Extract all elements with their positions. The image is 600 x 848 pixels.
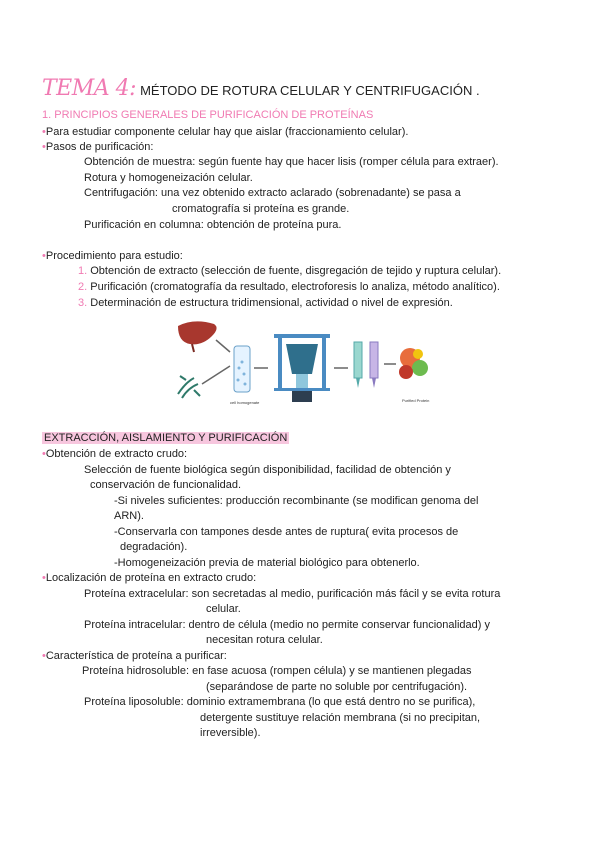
- list-item: [42, 141, 153, 154]
- list-item: [42, 650, 227, 663]
- list-item: -Conservarla con tampones desde antes de ruptura( evita procesos de: [114, 526, 459, 538]
- list-item: necesitan rotura celular.: [206, 634, 323, 646]
- protein-structure-illustration: [399, 348, 428, 379]
- step-item: [78, 281, 500, 294]
- line-text: Pasos de purificación:: [45, 141, 154, 153]
- step-number: 2.: [78, 281, 88, 293]
- homogenate-label: cell homogenate: [230, 400, 260, 405]
- list-item: Proteína liposoluble: dominio extramembrana (lo que está dentro no se purifica),: [84, 696, 476, 708]
- step-text: Determinación de estructura tridimensional, actividad o nivel de expresión.: [90, 297, 453, 309]
- bullet-icon: •: [42, 448, 46, 460]
- list-item: [42, 448, 187, 461]
- list-item: Centrifugación: una vez obtenido extracto aclarado (sobrenadante) se pasa a: [84, 187, 461, 199]
- list-item: [42, 250, 183, 263]
- step-number: 3.: [78, 297, 88, 309]
- step-number: 1.: [78, 265, 88, 277]
- page-title: [42, 76, 480, 101]
- title-text: MÉTODO DE ROTURA CELULAR Y CENTRIFUGACIÓN .: [140, 83, 480, 98]
- list-item: Proteína hidrosoluble: en fase acuosa (rompen célula) y se mantienen plegadas: [82, 665, 472, 677]
- purification-diagram: [172, 318, 436, 410]
- bullet-icon: •: [42, 126, 46, 138]
- section1-heading-text: 1. PRINCIPIOS GENERALES DE PURIFICACIÓN DE PROTEÍNAS: [42, 109, 374, 121]
- list-item: Purificación en columna: obtención de proteína pura.: [84, 219, 342, 231]
- list-item: cromatografía si proteína es grande.: [172, 203, 350, 215]
- line-text: Localización de proteína en extracto crudo:: [45, 572, 257, 584]
- list-item: Proteína extracelular: son secretadas al medio, purificación más fácil y se evita rotura: [84, 588, 501, 600]
- line-text: Procedimiento para estudio:: [45, 250, 183, 262]
- purified-protein-label: Purified Protein: [402, 398, 430, 403]
- step-text: Purificación (cromatografía da resultado, electroforesis lo analiza, método analítico).: [90, 281, 500, 293]
- section2-heading: [42, 432, 289, 445]
- list-item: celular.: [206, 603, 241, 615]
- list-item: -Si niveles suficientes: producción recombinante (se modifican genoma del: [114, 495, 479, 507]
- step-item: [78, 265, 501, 278]
- step-text: Obtención de extracto (selección de fuente, disgregación de tejido y ruptura celular).: [90, 265, 502, 277]
- tema-label: TEMA 4:: [42, 76, 137, 101]
- list-item: Proteína intracelular: dentro de célula (medio no permite conservar funcionalidad) y: [84, 619, 490, 631]
- list-item: detergente sustituye relación membrana (si no precipitan,: [200, 712, 481, 724]
- bullet-icon: •: [42, 141, 46, 153]
- line-text: Característica de proteína a purificar:: [45, 650, 227, 662]
- bullet-icon: •: [42, 250, 46, 262]
- list-item: Rotura y homogeneización celular.: [84, 172, 253, 184]
- list-item: [42, 572, 256, 585]
- test-tube: [234, 346, 250, 392]
- bullet-icon: •: [42, 650, 46, 662]
- column-2: [370, 342, 378, 378]
- list-item: conservación de funcionalidad.: [90, 479, 242, 491]
- chromatography-apparatus: [286, 344, 318, 374]
- list-item: ARN).: [114, 510, 144, 522]
- bacteria-illustration: [178, 376, 200, 398]
- step-item: [78, 297, 453, 310]
- list-item: irreversible).: [200, 727, 261, 739]
- list-item: [42, 126, 408, 139]
- section2-heading-text: EXTRACCIÓN, AISLAMIENTO Y PURIFICACIÓN: [44, 432, 288, 444]
- list-item: Obtención de muestra: según fuente hay que hacer lisis (romper célula para extraer).: [84, 156, 499, 168]
- list-item: Selección de fuente biológica según disponibilidad, facilidad de obtención y: [84, 464, 451, 476]
- line-text: Para estudiar componente celular hay que aislar (fraccionamiento celular).: [45, 126, 409, 138]
- list-item: -Homogeneización previa de material biológico para obtenerlo.: [114, 557, 420, 569]
- bullet-icon: •: [42, 572, 46, 584]
- list-item: (separándose de parte no soluble por centrifugación).: [206, 681, 468, 693]
- line-text: Obtención de extracto crudo:: [45, 448, 188, 460]
- arrow-icon: [216, 340, 230, 352]
- column-1: [354, 342, 362, 378]
- liver-illustration: [178, 321, 217, 344]
- list-item: degradación).: [120, 541, 188, 553]
- section1-heading: [42, 109, 373, 122]
